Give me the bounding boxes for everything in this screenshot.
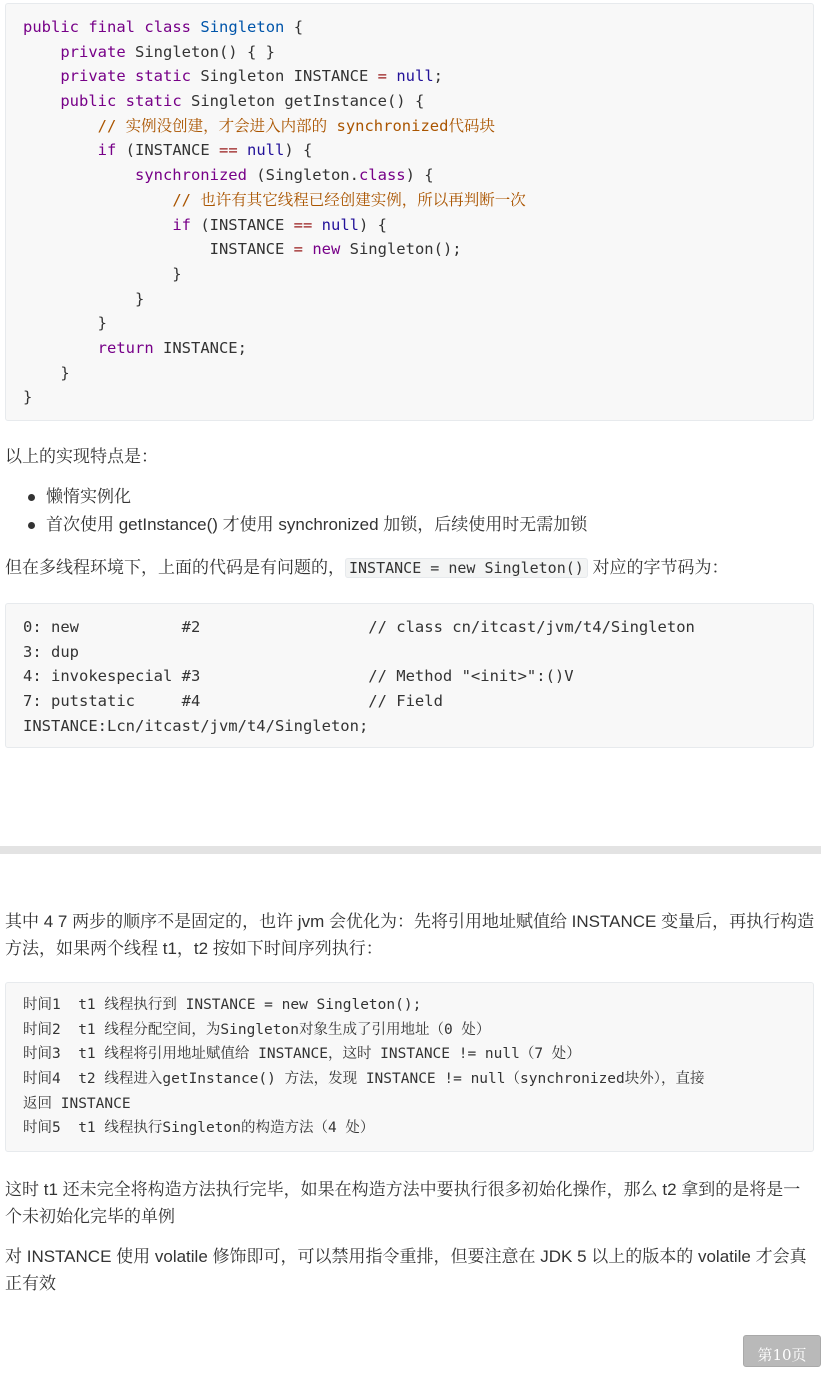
code-bytecode <box>23 615 695 738</box>
code-token <box>126 67 135 85</box>
code-line: 时间1 t1 线程执行到 INSTANCE = new Singleton(); <box>23 997 422 1013</box>
code-line <box>23 311 526 336</box>
code-token: = <box>377 67 387 86</box>
code-token: ) { <box>405 166 434 185</box>
page-divider <box>0 846 821 854</box>
code-token: } <box>23 363 70 382</box>
code-token: Singleton <box>200 18 285 36</box>
code-token: new <box>312 240 341 259</box>
bytecode-intro-text: 但在多线程环境下，上面的代码是有问题的， <box>5 558 345 577</box>
code-token: if <box>97 141 117 160</box>
code-line <box>23 287 526 312</box>
code-token: { <box>284 18 304 36</box>
code-token: final <box>88 18 136 36</box>
code-token <box>23 339 98 357</box>
code-token <box>23 216 172 234</box>
code-token <box>23 43 60 61</box>
code-token: return <box>97 338 154 357</box>
paragraph-features: 以上的实现特点是： <box>5 447 158 466</box>
code-token <box>116 92 125 110</box>
code-timeline <box>23 993 705 1141</box>
code-token: static <box>125 92 182 111</box>
code-token: Singleton INSTANCE <box>191 67 378 86</box>
code-line <box>23 237 526 262</box>
code-token: ) { <box>358 215 387 234</box>
code-token <box>23 117 98 135</box>
code-line <box>23 163 526 188</box>
code-token: Singleton(); <box>340 240 462 259</box>
code-line: 时间4 t2 线程进入getInstance() 方法，发现 INSTANCE != null（synchronized块外），直接 <box>23 1071 705 1088</box>
code-line: 返回 INSTANCE <box>23 1095 131 1112</box>
code-token: } <box>23 264 182 283</box>
code-token <box>387 67 396 85</box>
code-block-singleton <box>5 3 814 421</box>
code-line <box>23 138 526 163</box>
code-block-bytecode <box>5 603 814 748</box>
code-line: 7: putstatic #4 // Field <box>23 692 443 711</box>
feature-list <box>5 483 587 539</box>
paragraph-uninit: 这时 t1 还未完全将构造方法执行完毕，如果在构造方法中要执行很多初始化操作，那么 t2 拿到的是将是一个未初始化完毕的单例 <box>5 1180 801 1226</box>
code-token <box>23 166 135 184</box>
code-token: (Singleton. <box>246 166 359 185</box>
paragraph-reorder: 其中 4 7 两步的顺序不是固定的，也许 jvm 会优化为：先将引用地址赋值给 INSTANCE 变量后，再执行构造方法，如果两个线程 t1，t2 按如下时间序列执行： <box>5 912 815 958</box>
code-line <box>23 15 526 40</box>
code-line <box>23 188 526 213</box>
code-token: null <box>247 141 285 160</box>
code-token: } <box>23 289 145 308</box>
code-token <box>191 18 200 36</box>
code-token: public <box>23 18 79 36</box>
inline-code: INSTANCE = new Singleton() <box>345 558 588 578</box>
code-token <box>303 240 312 258</box>
code-line: 3: dup <box>23 642 79 661</box>
code-token: ) { <box>284 141 313 160</box>
code-token: private <box>60 42 126 61</box>
code-token <box>79 18 88 36</box>
code-token: Singleton getInstance() { <box>181 92 425 111</box>
code-token: Singleton() { } <box>125 42 275 61</box>
code-line: 时间2 t1 线程分配空间，为Singleton对象生成了引用地址（0 处） <box>23 1021 491 1038</box>
code-token: } <box>23 314 107 333</box>
paragraph-volatile: 对 INSTANCE 使用 volatile 修饰即可，可以禁用指令重排，但要注意在 JDK 5 以上的版本的 volatile 才会真正有效 <box>5 1247 807 1293</box>
bytecode-intro-suffix: 对应的字节码为： <box>587 558 729 577</box>
code-line <box>23 114 526 139</box>
code-token: INSTANCE; <box>153 338 247 357</box>
code-token: } <box>23 388 33 407</box>
code-token: null <box>321 215 359 234</box>
paragraph-bytecode-intro <box>5 554 817 582</box>
code-token: public <box>60 92 117 111</box>
code-line: INSTANCE:Lcn/itcast/jvm/t4/Singleton; <box>23 716 369 735</box>
code-token <box>238 141 247 159</box>
code-token <box>23 191 172 209</box>
code-token: synchronized <box>134 166 247 185</box>
code-token: private <box>60 67 126 86</box>
code-token: null <box>396 67 434 86</box>
code-line: 4: invokespecial #3 // Method "<init>":()V <box>23 667 574 686</box>
code-token <box>23 141 98 159</box>
code-token: INSTANCE <box>23 240 294 259</box>
code-token: // 实例没创建，才会进入内部的 synchronized代码块 <box>97 116 495 135</box>
code-line <box>23 262 526 287</box>
code-token: // 也许有其它线程已经创建实例，所以再判断一次 <box>172 190 526 209</box>
code-token: ; <box>433 67 443 86</box>
code-line <box>23 213 526 238</box>
code-line <box>23 40 526 65</box>
code-line: 时间5 t1 线程执行Singleton的构造方法（4 处） <box>23 1120 375 1137</box>
code-token: class <box>358 166 406 185</box>
code-line <box>23 64 526 89</box>
code-singleton-source <box>23 15 526 410</box>
code-token <box>23 92 60 110</box>
code-line: 时间3 t1 线程将引用地址赋值给 INSTANCE，这时 INSTANCE != null（7 处） <box>23 1046 581 1063</box>
code-token <box>135 18 144 36</box>
code-token: == <box>293 215 313 234</box>
code-token: (INSTANCE <box>116 141 219 160</box>
code-line <box>23 361 526 386</box>
code-token: if <box>172 215 191 234</box>
code-line <box>23 385 526 410</box>
code-token: static <box>135 67 191 86</box>
list-item: 首次使用 getInstance() 才使用 synchronized 加锁，后续使用时无需加锁 <box>5 511 587 539</box>
page-number-button[interactable]: 第10页 <box>743 1335 821 1367</box>
code-token: (INSTANCE <box>190 215 294 234</box>
code-line <box>23 89 526 114</box>
code-token: = <box>293 240 303 259</box>
code-token: == <box>218 141 238 160</box>
code-token <box>312 216 321 234</box>
list-item: 懒惰实例化 <box>5 483 587 511</box>
code-token: class <box>144 18 192 36</box>
code-line <box>23 336 526 361</box>
code-token <box>23 67 60 85</box>
code-block-timeline <box>5 982 814 1152</box>
code-line: 0: new #2 // class cn/itcast/jvm/t4/Singleton <box>23 618 695 636</box>
